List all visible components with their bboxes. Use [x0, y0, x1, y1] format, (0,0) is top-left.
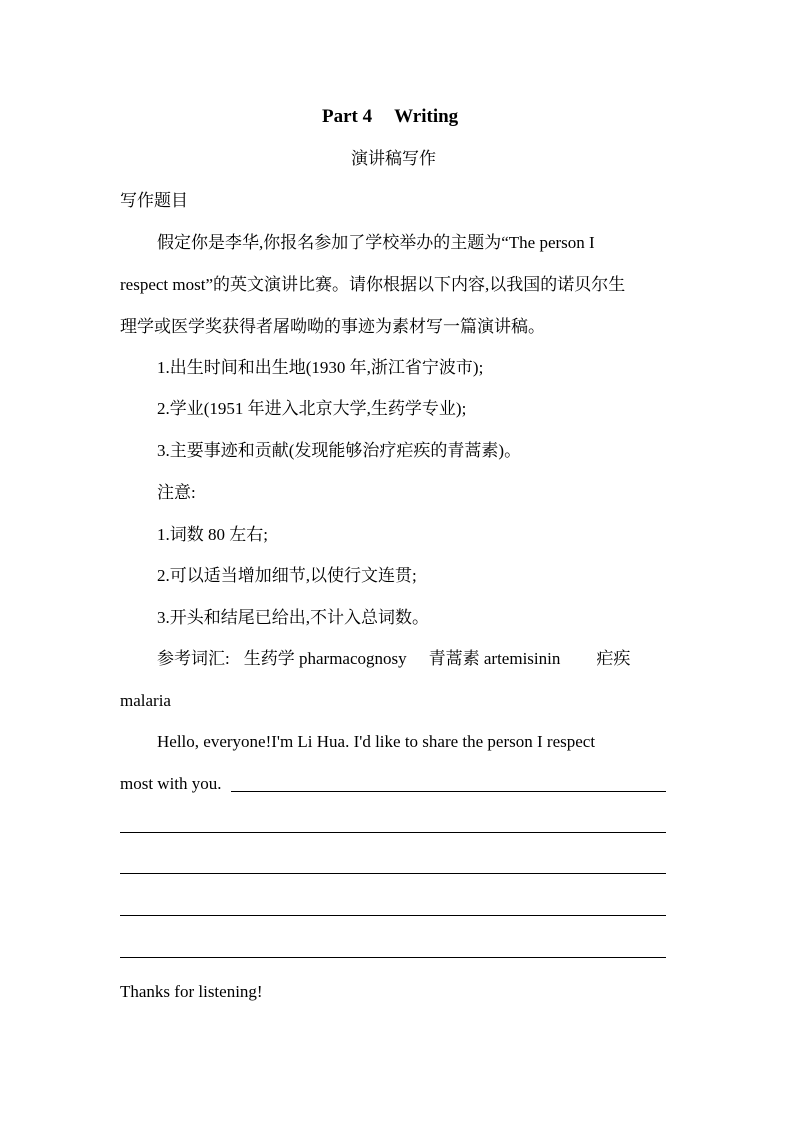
vocab-wrap: malaria [120, 691, 171, 710]
prompt-line-2: respect most”的英文演讲比赛。请你根据以下内容,以我国的诺贝尔生 [120, 275, 626, 294]
page-title [322, 106, 458, 128]
answer-line[interactable] [120, 957, 666, 958]
subtitle: 演讲稿写作 [351, 149, 436, 168]
vocab-item: 生药学 pharmacognosy [243, 649, 407, 668]
section-label: Writing [394, 106, 459, 127]
content-point: 1.出生时间和出生地(1930 年,浙江省宁波市); [157, 358, 484, 377]
content-point: 3.主要事迹和贡献(发现能够治疗疟疾的青蒿素)。 [157, 441, 522, 460]
answer-line[interactable] [120, 915, 666, 916]
vocab-line [157, 648, 630, 670]
prompt-line-1: 假定你是李华,你报名参加了学校举办的主题为“The person I [157, 233, 595, 252]
part-label: Part 4 [322, 106, 373, 127]
task-heading: 写作题目 [120, 191, 188, 210]
content-point: 2.学业(1951 年进入北京大学,生药学专业); [157, 399, 467, 418]
vocab-item: 疟疾 [596, 649, 631, 668]
opening-line-1: Hello, everyone!I'm Li Hua. I'd like to share the person I respect [157, 732, 596, 751]
notice-label: 注意: [157, 483, 196, 502]
answer-line[interactable] [231, 791, 666, 792]
notice-item: 2.可以适当增加细节,以使行文连贯; [157, 566, 417, 585]
vocab-label: 参考词汇: [157, 649, 230, 668]
opening-line-2: most with you. [120, 774, 222, 793]
answer-line[interactable] [120, 873, 666, 874]
vocab-item: 青蒿素 artemisinin [428, 649, 561, 668]
closing-line: Thanks for listening! [120, 982, 263, 1001]
prompt-line-3: 理学或医学奖获得者屠呦呦的事迹为素材写一篇演讲稿。 [120, 317, 545, 336]
notice-item: 1.词数 80 左右; [157, 525, 268, 544]
notice-item: 3.开头和结尾已给出,不计入总词数。 [157, 608, 429, 627]
answer-line[interactable] [120, 832, 666, 833]
